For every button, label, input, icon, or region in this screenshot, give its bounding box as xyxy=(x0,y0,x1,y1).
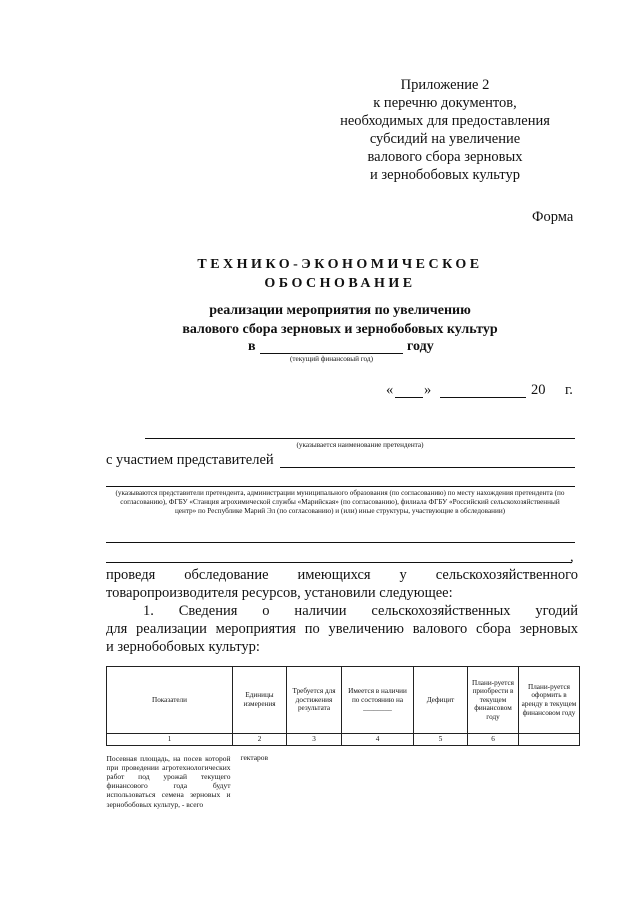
value-cell[interactable] xyxy=(519,745,580,810)
appendix-line: валового сбора зерновых xyxy=(367,149,523,165)
header-cell: Дефицит xyxy=(414,667,468,734)
value-cell[interactable] xyxy=(468,745,519,810)
appendix-line: Приложение 2 xyxy=(400,77,490,93)
comma: , xyxy=(570,549,574,565)
table-number-row xyxy=(107,734,580,746)
header-cell: Плани-руется приобрести в текущем финансовом году xyxy=(468,667,519,734)
number-cell: 6 xyxy=(468,734,519,746)
year-blank[interactable] xyxy=(260,353,403,354)
date-year: 20 xyxy=(531,382,546,398)
table-row xyxy=(107,745,580,810)
doc-subtitle-line2: валового сбора зерновых и зернобобовых культур xyxy=(182,322,498,337)
number-cell xyxy=(519,734,580,746)
date-month-blank[interactable] xyxy=(440,397,526,398)
number-cell: 1 xyxy=(107,734,233,746)
header-cell: Имеется в наличии по состоянию на ________ xyxy=(342,667,414,734)
appendix-block xyxy=(340,76,550,184)
table-header-row xyxy=(107,667,580,734)
participants-blank-2[interactable] xyxy=(106,486,575,487)
appendix-line: субсидий на увеличение xyxy=(369,131,521,147)
value-cell[interactable] xyxy=(342,745,414,810)
para2-line3: и зернобобовых культур: xyxy=(106,639,260,655)
value-cell[interactable] xyxy=(287,745,342,810)
header-cell: Требуется для достижения результата xyxy=(287,667,342,734)
number-cell: 5 xyxy=(414,734,468,746)
number-cell: 2 xyxy=(233,734,287,746)
date-quote-open: « xyxy=(386,382,394,398)
participants-hint: (указываются представители претендента, администрации муниципального образования (по согласованию) по месту нахождения претендента (по согласованию), ФГБУ «Станция агрохимической службы «Марийская» (по согласованию), филиала ФГБУ «Российский сельскохозяйственный центр» по Республике Марий Эл (по согласованию) и (или) иные структуры, участвующие в обследовании) xyxy=(115,489,565,515)
para1-line2: товаропроизводителя ресурсов, установили следующее: xyxy=(106,585,453,601)
number-cell: 4 xyxy=(342,734,414,746)
header-cell: Плани-руется оформить в аренду в текущем финансовом году xyxy=(519,667,580,734)
doc-subtitle-line1: реализации мероприятия по увеличению xyxy=(209,303,471,318)
doc-title-line1: ТЕХНИКО-ЭКОНОМИЧЕСКОЕ xyxy=(197,257,483,272)
participants-label: с участием представителей xyxy=(106,452,274,468)
appendix-line: и зернобобовых культур xyxy=(370,167,520,183)
doc-title-line2: ОБОСНОВАНИЕ xyxy=(264,276,416,291)
appendix-line: к перечню документов, xyxy=(373,95,517,111)
applicant-hint: (указывается наименование претендента) xyxy=(296,441,424,449)
extra-blank-1[interactable] xyxy=(106,542,575,543)
number-cell: 3 xyxy=(287,734,342,746)
date-quote-close: » xyxy=(424,382,432,398)
date-day-blank[interactable] xyxy=(395,397,423,398)
year-hint: (текущий финансовый год) xyxy=(290,355,373,363)
value-cell[interactable] xyxy=(414,745,468,810)
para1-line1: проведя обследование имеющихся у сельскохозяйственного xyxy=(106,567,578,583)
indicator-cell: Посевная площадь, на посев которой при проведении агротехнологических работ под урожай текущего финансового года будут использоваться семена зерновых и зернобобовых культур, - всего xyxy=(106,753,231,809)
date-g: г. xyxy=(565,382,573,398)
unit-cell: гектаров xyxy=(240,752,269,762)
appendix-line: необходимых для предоставления xyxy=(340,113,550,129)
resources-table xyxy=(106,666,580,810)
form-label: Форма xyxy=(532,209,574,225)
para2-line1: 1. Сведения о наличии сельскохозяйственных угодий xyxy=(143,603,578,619)
para2-line2: для реализации мероприятия по увеличению валового сбора зерновых xyxy=(106,621,578,637)
applicant-blank[interactable] xyxy=(145,438,575,439)
header-cell: Показатели xyxy=(107,667,233,734)
extra-blank-2[interactable] xyxy=(106,562,572,563)
header-cell: Единицы измерения xyxy=(233,667,287,734)
year-prefix: в xyxy=(248,339,256,354)
participants-blank[interactable] xyxy=(280,467,575,468)
year-suffix: году xyxy=(407,339,434,354)
